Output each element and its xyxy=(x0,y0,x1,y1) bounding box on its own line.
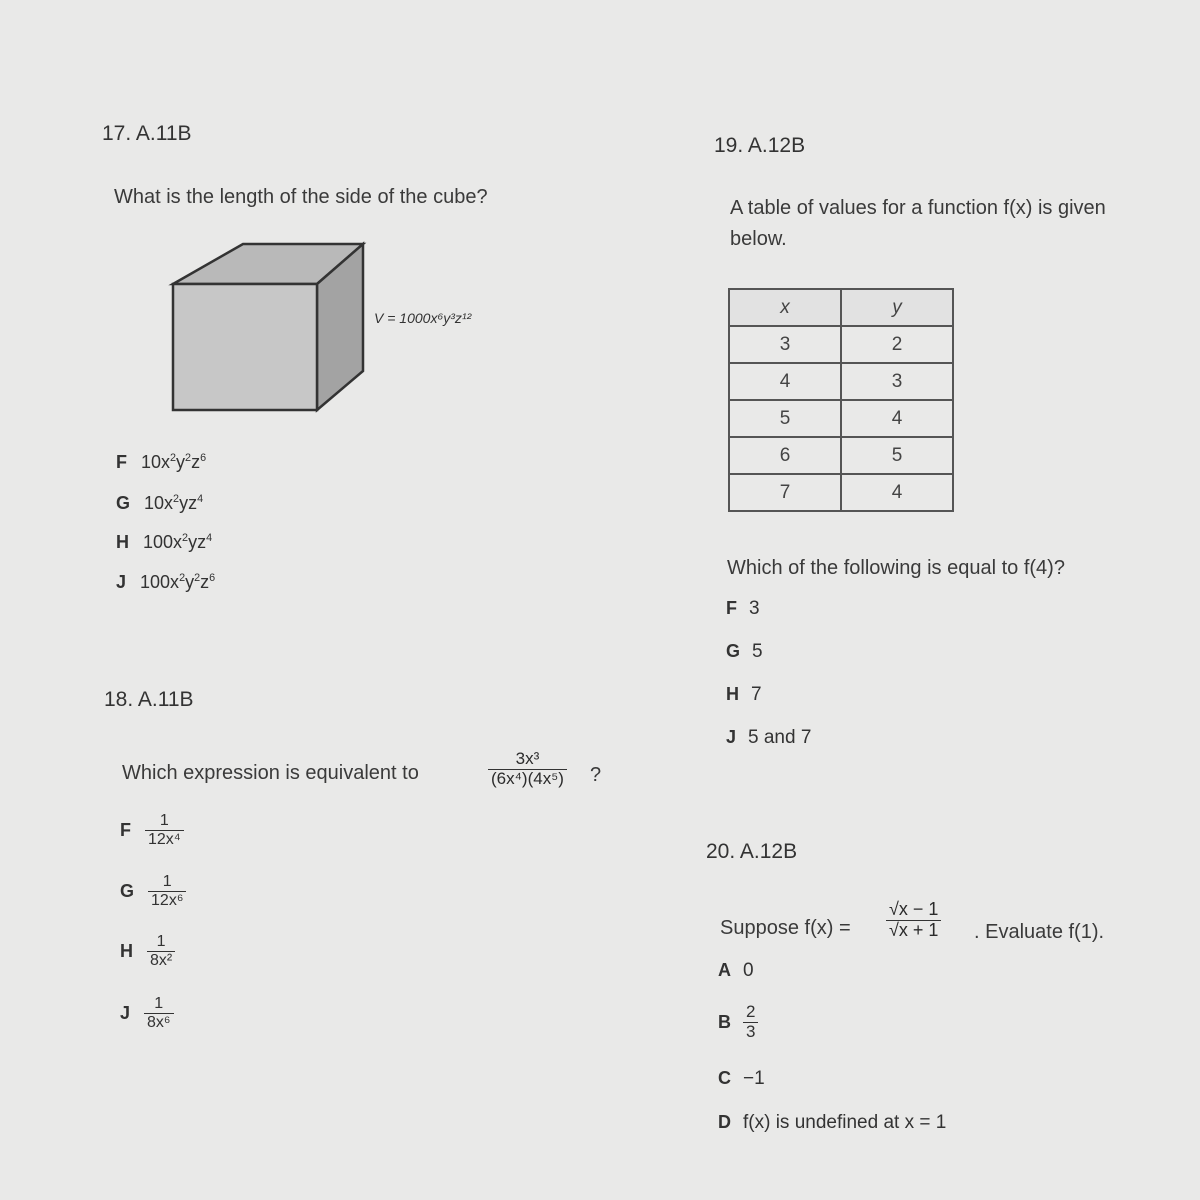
fraction-denominator: 8x⁶ xyxy=(147,1013,171,1031)
q20-choice-d[interactable] xyxy=(718,1112,946,1134)
q18-expression-denominator: (6x⁴)(4x⁵) xyxy=(491,768,564,788)
choice-letter: J xyxy=(116,572,127,592)
choice-text: −1 xyxy=(743,1068,765,1089)
choice-letter: G xyxy=(116,493,131,513)
table-cell: 7 xyxy=(729,474,841,511)
q18-question-mark: ? xyxy=(590,764,602,786)
term-exponent: 6 xyxy=(200,452,207,464)
choice-text: 5 and 7 xyxy=(748,727,812,748)
term-exponent: 2 xyxy=(185,452,192,464)
choice-letter: C xyxy=(718,1068,731,1089)
choice-expression xyxy=(140,572,215,592)
cube-figure xyxy=(165,238,375,416)
q19-question-line1: A table of values for a function f(x) is given xyxy=(730,197,1106,219)
term-variable: y xyxy=(185,572,195,592)
fraction-numerator: 1 xyxy=(144,995,173,1014)
term-coef: 10x xyxy=(144,493,174,513)
term-variable: z xyxy=(200,572,210,592)
term-exponent: 6 xyxy=(209,572,216,584)
fraction-numerator: 2 xyxy=(743,1003,758,1023)
cube-volume-label: V = 1000x⁶y³z¹² xyxy=(374,310,472,326)
choice-expression xyxy=(144,493,203,513)
table-row xyxy=(729,474,953,511)
term-coef: 100x xyxy=(143,532,183,552)
term-variable: z xyxy=(191,452,201,472)
q18-expression xyxy=(488,750,567,788)
term-exponent: 4 xyxy=(197,493,204,505)
choice-letter: J xyxy=(726,727,737,747)
choice-letter: H xyxy=(120,940,133,961)
term-coef: 10x xyxy=(141,452,171,472)
table-cell: 6 xyxy=(729,437,841,474)
q19-question2: Which of the following is equal to f(4)? xyxy=(727,557,1065,579)
q17-choice-g[interactable] xyxy=(116,493,203,514)
q20-evaluate: . Evaluate f(1). xyxy=(974,921,1105,943)
term-variable: y xyxy=(179,493,189,513)
table-header-cell: x xyxy=(729,289,841,326)
choice-letter: J xyxy=(120,1002,131,1023)
q20-choice-a[interactable] xyxy=(718,960,754,982)
term-exponent: 4 xyxy=(206,532,213,544)
table-row xyxy=(729,326,953,363)
q19-choice-h[interactable] xyxy=(726,684,762,706)
fraction-denominator: 12x⁶ xyxy=(151,891,184,909)
term-variable: z xyxy=(197,532,207,552)
choice-letter: A xyxy=(718,960,731,981)
function-values-table xyxy=(728,288,954,512)
q19-number: 19. A.12B xyxy=(714,134,806,157)
q18-expression-numerator: 3x³ xyxy=(488,750,567,770)
choice-text: 5 xyxy=(752,641,763,662)
choice-letter: G xyxy=(726,641,741,661)
choice-letter: B xyxy=(718,1011,731,1032)
table-header-row xyxy=(729,289,953,326)
term-variable: y xyxy=(176,452,186,472)
q18-choice-f[interactable] xyxy=(120,812,184,848)
q17-choice-j[interactable] xyxy=(116,572,215,593)
q19-choice-g[interactable] xyxy=(726,641,763,663)
fraction-denominator: 8x² xyxy=(150,951,173,969)
term-coef: 100x xyxy=(140,572,180,592)
choice-fraction xyxy=(144,995,173,1031)
choice-fraction xyxy=(145,812,184,848)
table-header-cell: y xyxy=(841,289,953,326)
q20-suppose: Suppose f(x) = xyxy=(720,917,851,939)
q19-choice-f[interactable] xyxy=(726,598,760,620)
term-variable: y xyxy=(188,532,198,552)
fraction-numerator: 1 xyxy=(148,873,186,892)
term-exponent: 2 xyxy=(182,532,189,544)
table-row xyxy=(729,400,953,437)
choice-text: 0 xyxy=(743,960,754,981)
table-cell: 2 xyxy=(841,326,953,363)
table-cell: 5 xyxy=(841,437,953,474)
choice-letter: D xyxy=(718,1112,731,1133)
choice-text: 3 xyxy=(749,598,760,619)
term-exponent: 2 xyxy=(170,452,177,464)
table-row xyxy=(729,363,953,400)
fraction-numerator: 1 xyxy=(145,812,184,831)
q20-fraction-denominator: √x + 1 xyxy=(889,919,939,940)
q18-number: 18. A.11B xyxy=(104,688,194,711)
choice-fraction xyxy=(147,933,175,969)
choice-fraction xyxy=(148,873,186,909)
q20-choice-c[interactable] xyxy=(718,1068,765,1090)
q17-question: What is the length of the side of the cube? xyxy=(114,186,488,208)
choice-text: 7 xyxy=(751,684,762,705)
choice-letter: G xyxy=(120,880,135,901)
choice-letter: F xyxy=(726,598,737,618)
q19-question-line2: below. xyxy=(730,228,787,250)
table-cell: 4 xyxy=(729,363,841,400)
q20-number: 20. A.12B xyxy=(706,840,798,863)
fraction-denominator: 3 xyxy=(746,1021,756,1041)
q20-fraction-numerator: √x − 1 xyxy=(886,900,941,921)
q17-choice-f[interactable] xyxy=(116,452,206,473)
choice-letter: F xyxy=(116,452,127,472)
table-cell: 4 xyxy=(841,474,953,511)
term-variable: z xyxy=(188,493,198,513)
table-cell: 5 xyxy=(729,400,841,437)
q20-choice-b[interactable] xyxy=(718,1003,758,1041)
q20-function-fraction xyxy=(886,900,941,941)
cube-front-face xyxy=(173,284,317,410)
choice-fraction xyxy=(743,1003,758,1041)
fraction-denominator: 12x⁴ xyxy=(148,830,181,848)
term-exponent: 2 xyxy=(194,572,201,584)
choice-expression xyxy=(143,532,212,552)
table-cell: 3 xyxy=(841,363,953,400)
choice-letter: F xyxy=(120,819,131,840)
table-row xyxy=(729,437,953,474)
term-exponent: 2 xyxy=(179,572,186,584)
q17-choice-h[interactable] xyxy=(116,532,212,553)
term-exponent: 2 xyxy=(173,493,180,505)
q19-choice-j[interactable] xyxy=(726,727,811,749)
table-cell: 4 xyxy=(841,400,953,437)
choice-expression xyxy=(141,452,206,472)
choice-letter: H xyxy=(726,684,739,704)
q18-choice-h[interactable] xyxy=(120,933,175,969)
q18-choice-j[interactable] xyxy=(120,995,174,1031)
q18-choice-g[interactable] xyxy=(120,873,186,909)
fraction-numerator: 1 xyxy=(147,933,175,952)
choice-text: f(x) is undefined at x = 1 xyxy=(743,1112,947,1133)
q17-number: 17. A.11B xyxy=(102,122,192,145)
q18-question: Which expression is equivalent to xyxy=(122,762,419,784)
choice-letter: H xyxy=(116,532,129,552)
table-cell: 3 xyxy=(729,326,841,363)
